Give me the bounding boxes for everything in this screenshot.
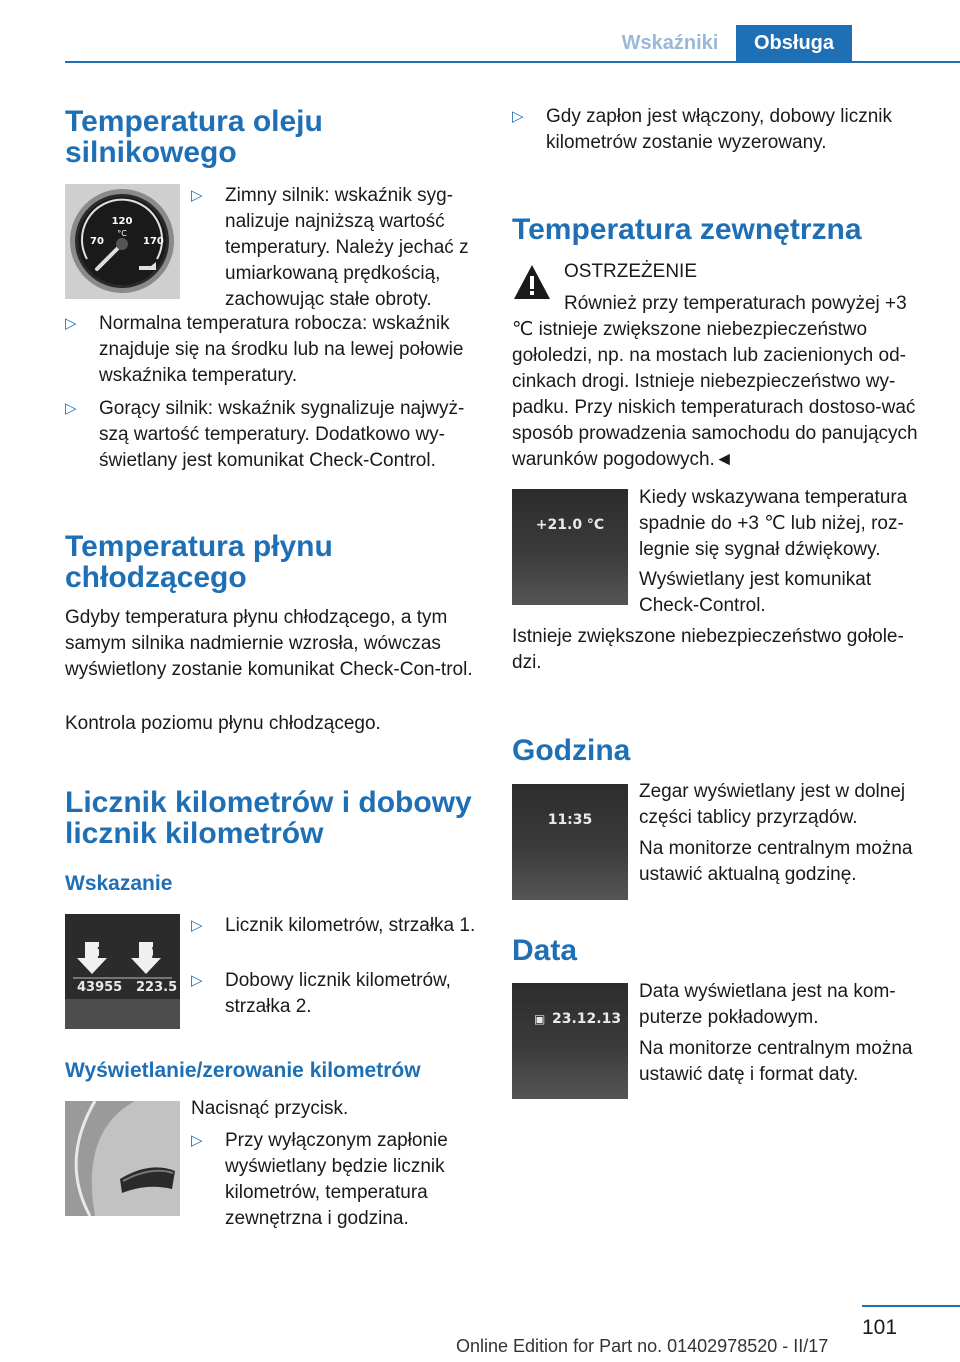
header-divider <box>65 61 960 63</box>
gauge-high-label: 170 <box>143 236 164 247</box>
triangle-bullet-icon: ▷ <box>191 1132 203 1149</box>
outside-temperature-heading: Temperatura zewnętrzna <box>512 213 862 246</box>
press-button-text: Nacisnąć przycisk. <box>191 1098 349 1119</box>
triangle-bullet-icon: ▷ <box>512 108 524 125</box>
triangle-bullet-icon: ▷ <box>191 917 203 934</box>
date-display-image <box>512 983 628 1099</box>
list-item: ▷ Gorący silnik: wskaźnik sygnalizuje najwyż-szą wartość temperatury. Dodatkowo wy-świetlany jest komunikat Check-Control. <box>65 398 465 471</box>
reset-button-image <box>65 1101 180 1216</box>
ice-risk-paragraph: Istnieje zwiększone niebezpieczeństwo gołole-dzi. <box>512 626 904 673</box>
warning-text: Również przy temperaturach powyżej +3 ℃ istnieje zwiększone niebezpieczeństwo gołoledzi, np. na mostach lub zacienionych od-cinkach drogi. Istnieje niebezpieczeństwo wy-padku. Przy niskich temperaturach dostoso-wać sposób prowadzenia samochodu do panujących warunków pogodowych.◄ <box>512 293 918 470</box>
list-item: ▷ Zimny silnik: wskaźnik syg-nalizuje najniższą wartość temperatury. Należy jechać z umiarkowaną prędkością, zachowując stałe obroty. <box>191 185 469 310</box>
page-header <box>0 0 960 62</box>
check-control-paragraph: Wyświetlany jest komunikat Check-Control. <box>639 569 872 616</box>
date-paragraph: Data wyświetlana jest na kom-puterze pokładowym. <box>639 981 896 1028</box>
coolant-level-paragraph: Kontrola poziomu płynu chłodzącego. <box>65 713 381 734</box>
list-item: ▷ Dobowy licznik kilometrów, strzałka 2. <box>191 970 451 1017</box>
edition-text: Online Edition for Part no. 01402978520 - II/17 <box>456 1336 829 1356</box>
temperature-paragraph: Kiedy wskazywana temperatura spadnie do +3 ℃ lub niżej, roz-legnie się sygnał dźwiękowy. <box>639 487 908 560</box>
display-subheading: Wskazanie <box>65 872 173 895</box>
reset-subheading: Wyświetlanie/zerowanie kilometrów <box>65 1059 421 1082</box>
triangle-bullet-icon: ▷ <box>191 972 203 989</box>
triangle-bullet-icon: ▷ <box>191 187 203 204</box>
temperature-readout: +21.0 °C <box>535 517 605 533</box>
warning-label: OSTRZEŻENIE <box>564 261 698 282</box>
outside-temperature-display-image <box>512 489 628 605</box>
tab-wskazniki[interactable]: Wskaźniki <box>621 32 719 54</box>
tab-obsluga[interactable]: Obsługa <box>736 25 852 61</box>
coolant-paragraph: Gdyby temperatura płynu chłodzącego, a tym samym silnika nadmiernie wzrosła, wówczas wyświetlony zostanie komunikat Check-Con-trol. <box>65 607 473 680</box>
gauge-unit-label: °C <box>117 229 127 238</box>
clock-heading: Godzina <box>512 734 631 767</box>
triangle-bullet-icon: ▷ <box>65 315 77 332</box>
clock-paragraph: Zegar wyświetlany jest w dolnej części tablicy przyrządów. <box>639 781 906 828</box>
list-item: ▷ Licznik kilometrów, strzałka 1. <box>191 913 483 967</box>
date-set-paragraph: Na monitorze centralnym można ustawić datę i format daty. <box>639 1038 913 1085</box>
page-number: 101 <box>862 1316 898 1339</box>
list-item: ▷ Gdy zapłon jest włączony, dobowy licznik kilometrów zostanie wyzerowany. <box>512 106 893 153</box>
date-readout: 23.12.13 <box>552 1011 622 1027</box>
footer-divider <box>862 1305 960 1307</box>
odometer-display-image <box>65 914 180 1029</box>
calendar-icon: ▣ <box>534 1012 546 1026</box>
triangle-bullet-icon: ▷ <box>65 400 77 417</box>
oil-temperature-heading: Temperatura oleju silnikowego <box>65 105 323 169</box>
clock-display-image <box>512 784 628 900</box>
arrow-2-label: 2 <box>151 943 163 962</box>
gauge-low-label: 70 <box>90 236 104 247</box>
clock-set-paragraph: Na monitorze centralnym można ustawić aktualną godzinę. <box>639 838 913 885</box>
trip-value: 223.5 <box>136 980 178 995</box>
list-item: ▷ Przy wyłączonym zapłonie wyświetlany będzie licznik kilometrów, temperatura zewnętrzna i godzina. <box>191 1130 448 1229</box>
odometer-value: 43955 <box>77 980 123 995</box>
gauge-mid-label: 120 <box>111 216 133 227</box>
odometer-heading: Licznik kilometrów i dobowy licznik kilometrów <box>65 786 472 850</box>
oil-gauge-image <box>65 184 180 299</box>
clock-readout: 11:35 <box>547 812 593 828</box>
date-heading: Data <box>512 934 578 967</box>
coolant-heading: Temperatura płynu chłodzącego <box>65 530 333 594</box>
arrow-1-label: 1 <box>96 943 108 962</box>
list-item: ▷ Normalna temperatura robocza: wskaźnik znajduje się na środku lub na lewej połowie wskaźnika temperatury. <box>65 313 464 386</box>
